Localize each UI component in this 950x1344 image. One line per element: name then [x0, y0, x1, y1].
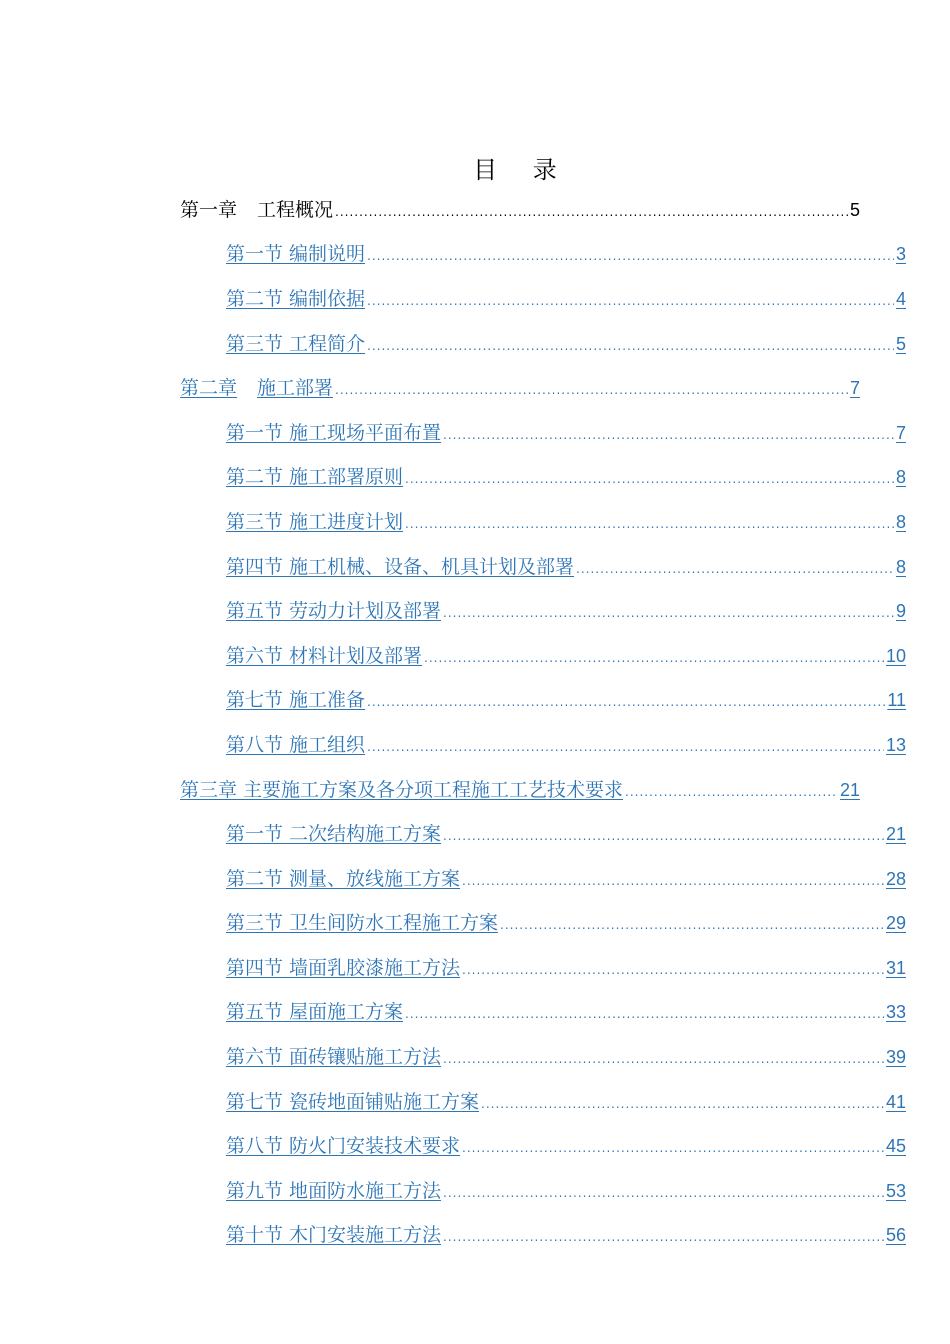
toc-entry-link[interactable]: [180, 997, 906, 1024]
toc-entry-label: [226, 1087, 479, 1114]
toc-entry: [180, 320, 906, 365]
toc-entry-number: 第二节 施工部署原则: [226, 466, 404, 489]
toc-page-number: 41: [885, 1091, 906, 1112]
toc-page-number: 9: [895, 601, 906, 622]
toc-entry-label: [226, 329, 365, 356]
toc-entry-link[interactable]: [180, 552, 906, 579]
toc-entry-link[interactable]: [180, 596, 906, 623]
toc-entry-number: 第六节 面砖镶贴施工方法: [226, 1046, 442, 1069]
toc-entry-label: [226, 641, 422, 668]
toc-entry-number: 第三节 卫生间防水工程施工方案: [226, 912, 499, 935]
toc-entry-number: 第二章: [180, 377, 238, 400]
toc-entry-number: 第三节 施工进度计划: [226, 510, 404, 533]
toc-entry-label: [226, 418, 441, 445]
toc-entry: [180, 587, 906, 632]
toc-entry: [180, 721, 906, 766]
toc-leader-dots: [367, 740, 884, 754]
toc-title: 目 录: [473, 156, 571, 184]
toc-entry-number: 第五节 屋面施工方案: [226, 1001, 404, 1024]
toc-entry-link[interactable]: [180, 730, 906, 757]
toc-page-number: 33: [885, 1002, 906, 1023]
toc-entry-number: 第三章 主要施工方案及各分项工程施工工艺技术要求: [180, 778, 624, 801]
toc-entry-number: 第一节 二次结构施工方案: [226, 823, 442, 846]
toc-leader-dots: [405, 472, 894, 486]
toc-leader-dots: [500, 918, 884, 932]
toc-entry: [180, 900, 906, 945]
toc-entry-link[interactable]: [180, 507, 906, 534]
toc-page-number: 5: [895, 333, 906, 354]
toc-page-number: 28: [885, 868, 906, 889]
toc-entry-link[interactable]: [180, 641, 906, 668]
toc-leader-dots: [367, 249, 894, 263]
toc-entry-link[interactable]: [180, 953, 906, 980]
toc-entry-label: [226, 908, 498, 935]
toc-entry: [180, 498, 906, 543]
toc-entry-number: 第八节 防火门安装技术要求: [226, 1135, 461, 1158]
toc-entry-link[interactable]: [180, 864, 906, 891]
toc-leader-dots: [443, 1230, 884, 1244]
toc-page-number: 8: [895, 511, 906, 532]
toc-leader-dots: [462, 1141, 884, 1155]
toc-leader-dots: [405, 517, 894, 531]
toc-page-number: 7: [895, 422, 906, 443]
toc-leader-dots: [443, 1186, 884, 1200]
toc-page-number: 29: [885, 913, 906, 934]
toc-entry-link[interactable]: [180, 1131, 906, 1158]
toc-entry-label: [180, 775, 623, 802]
toc-entry-number: 第三节 工程简介: [226, 332, 366, 355]
toc-entry-number: 第一节 编制说明: [226, 243, 366, 266]
toc-entry-number: 第四节 施工机械、设备、机具计划及部署: [226, 555, 575, 578]
toc-entry-label: [226, 1131, 460, 1158]
toc-entry: [180, 409, 906, 454]
toc-entry-number: 第十节 木门安装施工方法: [226, 1224, 442, 1247]
toc-entry: [180, 275, 906, 320]
toc-leader-dots: [367, 695, 885, 709]
toc-leader-dots: [405, 1007, 884, 1021]
toc-leader-dots: [443, 1052, 884, 1066]
toc-entry: [180, 810, 906, 855]
toc-entry: [180, 1122, 906, 1167]
toc-entry-label: [226, 997, 403, 1024]
toc-entry-number: 第八节 施工组织: [226, 733, 366, 756]
toc-entry-label: [226, 864, 460, 891]
toc-leader-dots: [443, 829, 884, 843]
toc-entry-label: [226, 1220, 441, 1247]
toc-entry-number: 第六节 材料计划及部署: [226, 644, 423, 667]
toc-entry-link[interactable]: [180, 775, 860, 802]
toc-entry: [180, 1167, 906, 1212]
toc-entry-number: 第五节 劳动力计划及部署: [226, 600, 442, 623]
toc-entry-link[interactable]: [180, 284, 906, 311]
toc-leader-dots: [443, 428, 894, 442]
toc-leader-dots: [367, 294, 894, 308]
toc-entry-label: [226, 552, 574, 579]
toc-entry: [180, 632, 906, 677]
toc-entry-link[interactable]: [180, 908, 906, 935]
toc-leader-dots: [367, 339, 894, 353]
toc-entry-link[interactable]: [180, 462, 906, 489]
toc-entry: [180, 1212, 906, 1257]
toc-entry-number: 第二节 测量、放线施工方案: [226, 867, 461, 890]
toc-entry-label: [226, 953, 460, 980]
toc-page-number: 31: [885, 957, 906, 978]
toc-entry: [180, 1078, 906, 1123]
toc-entry-label: [226, 819, 441, 846]
toc-entry: [180, 944, 906, 989]
toc-entry-link[interactable]: [180, 418, 906, 445]
toc-entry-link[interactable]: [180, 373, 860, 400]
toc-page-number: 3: [895, 244, 906, 265]
toc-leader-dots: [424, 651, 884, 665]
toc-entry-label: [226, 239, 365, 266]
toc-entry: [180, 1033, 906, 1078]
toc-entry-number: 第七节 瓷砖地面铺贴施工方案: [226, 1090, 480, 1113]
toc-page-number: 4: [895, 288, 906, 309]
toc-page-number: 11: [887, 690, 906, 711]
toc-leader-dots: [443, 606, 894, 620]
toc-entry-label: [226, 596, 441, 623]
toc-entry-label: [226, 507, 403, 534]
toc-entry: [180, 989, 906, 1034]
toc-page-number: 8: [895, 556, 906, 577]
toc-entry-title: 工程概况: [257, 198, 334, 221]
toc-leader-dots: [576, 562, 894, 576]
toc-entry-label: [226, 730, 365, 757]
toc-entry-label: [180, 373, 333, 400]
toc-entry-link[interactable]: [180, 819, 906, 846]
toc-entry-label: [226, 685, 365, 712]
toc-entry-number: 第一章: [180, 198, 238, 221]
toc-entry: [180, 766, 860, 811]
toc-page-number: 21: [839, 779, 860, 800]
toc-entry-link[interactable]: [180, 1176, 906, 1203]
toc-entry-number: 第四节 墙面乳胶漆施工方法: [226, 956, 461, 979]
toc-entry-number: 第七节 施工准备: [226, 689, 366, 712]
toc-entry-link[interactable]: [180, 1042, 906, 1069]
toc-leader-dots: [625, 785, 838, 799]
toc-page-number: 45: [885, 1136, 906, 1157]
toc-entry: [180, 677, 906, 722]
toc-entry: [180, 231, 906, 276]
toc-page-number: 39: [885, 1047, 906, 1068]
toc-entry: [180, 454, 906, 499]
toc-entry-label: [226, 462, 403, 489]
toc-entry-link[interactable]: [180, 195, 860, 222]
toc-entry-link[interactable]: [180, 685, 906, 712]
toc-entry-label: [180, 195, 333, 222]
toc-entry-title: 施工部署: [257, 377, 334, 400]
toc-page-number: 5: [849, 199, 860, 220]
toc-entry-label: [226, 1176, 441, 1203]
toc-entry-number: 第二节 编制依据: [226, 287, 366, 310]
toc-entry-link[interactable]: [180, 1087, 906, 1114]
toc-page-number: 21: [885, 824, 906, 845]
toc-leader-dots: [462, 963, 884, 977]
toc-entry-link[interactable]: [180, 1220, 906, 1247]
toc-leader-dots: [335, 205, 848, 219]
toc-entry-number: 第九节 地面防水施工方法: [226, 1179, 442, 1202]
toc-entry-label: [226, 284, 365, 311]
toc-page-number: 7: [849, 378, 860, 399]
toc-entry-label: [226, 1042, 441, 1069]
toc-list: [180, 186, 906, 1256]
toc-entry: [180, 364, 860, 409]
toc-entry: [180, 186, 860, 231]
toc-page-number: 56: [885, 1225, 906, 1246]
toc-leader-dots: [481, 1097, 884, 1111]
toc-entry: [180, 855, 906, 900]
toc-entry: [180, 543, 906, 588]
toc-page-number: 10: [885, 645, 906, 666]
toc-leader-dots: [462, 874, 884, 888]
toc-page-number: 8: [895, 467, 906, 488]
toc-page-number: 53: [885, 1180, 906, 1201]
toc-entry-link[interactable]: [180, 239, 906, 266]
toc-entry-number: 第一节 施工现场平面布置: [226, 421, 442, 444]
toc-page-number: 13: [885, 734, 906, 755]
toc-entry-link[interactable]: [180, 329, 906, 356]
toc-leader-dots: [335, 383, 848, 397]
